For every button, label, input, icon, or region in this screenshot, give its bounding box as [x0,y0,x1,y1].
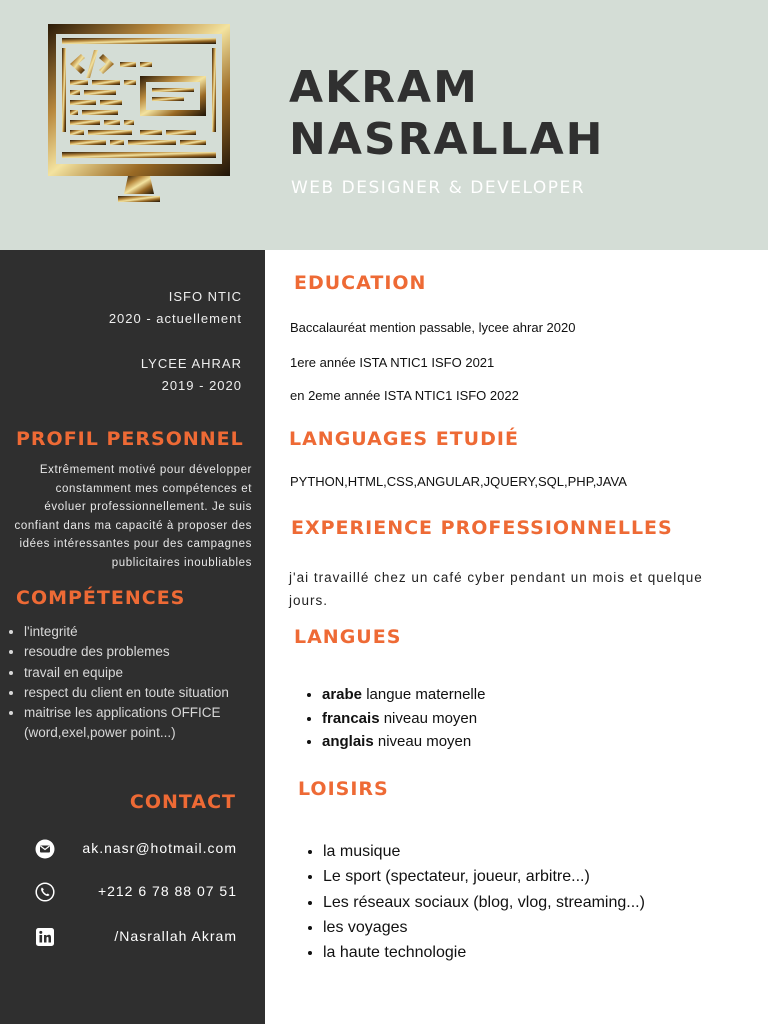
competences-heading: COMPÉTENCES [16,587,186,609]
linkedin-text: /Nasrallah Akram [114,928,237,944]
languages-studied-text: PYTHON,HTML,CSS,ANGULAR,JQUERY,SQL,PHP,JAVA [290,474,627,489]
sidebar-education-item [109,286,242,330]
list-item: • l'integrité [24,622,279,642]
name-first: AKRAM [289,62,479,113]
list-item: • la musique [323,839,645,864]
list-item: • les voyages [323,915,645,940]
education-item: 1ere année ISTA NTIC1 ISFO 2021 [290,355,495,370]
language-name: arabe [322,686,363,703]
school-years: 2020 - actuellement [108,311,242,326]
email-text: ak.nasr@hotmail.com [82,840,237,856]
email-icon [35,839,55,859]
education-item: en 2eme année ISTA NTIC1 ISFO 2022 [290,388,519,403]
education-heading: EDUCATION [294,272,427,294]
language-level: langue maternelle [362,686,486,703]
job-title: WEB DESIGNER & DEVELOPER [291,178,586,198]
school-name: ISFO NTIC [168,289,242,304]
phone-icon [35,882,55,902]
competences-list [4,622,279,744]
list-item: • respect du client en toute situation [24,683,279,703]
language-name: francais [322,709,380,727]
list-item: • la haute technologie [323,940,645,965]
experience-text: j'ai travaillé chez un café cyber pendant un mois et quelque jours. [289,570,703,608]
education-item: Baccalauréat mention passable, lycee ahrar 2020 [290,320,576,335]
list-item [322,707,485,731]
list-item: • maitrise les applications OFFICE (word,exel,power point...) [24,703,279,744]
loisirs-heading: LOISIRS [298,778,389,800]
list-item [322,730,485,754]
list-item: • travail en equipe [24,663,279,683]
sidebar [0,250,265,1024]
contact-heading: CONTACT [129,791,236,813]
experience-heading: EXPERIENCE PROFESSIONNELLES [291,517,673,539]
contact-phone[interactable] [0,880,265,906]
header [0,0,768,250]
name-last: NASRALLAH [289,114,605,165]
list-item: • resoudre des problemes [24,642,279,662]
languages-studied-heading: LANGUAGES ETUDIÉ [289,428,519,450]
profil-heading: PROFIL PERSONNEL [16,428,244,450]
linkedin-icon [35,927,55,947]
language-level: niveau moyen [373,733,472,750]
contact-linkedin[interactable] [0,925,265,951]
list-item [322,683,485,707]
school-name: LYCEE AHRAR [140,356,242,371]
computer-code-icon [48,24,230,208]
phone-text: +212 6 78 88 07 51 [97,883,237,899]
loisirs-list [301,839,645,965]
language-name: anglais [322,733,374,750]
list-item: • Le sport (spectateur, joueur, arbitre...) [323,864,645,889]
sidebar-education-item [141,353,242,397]
school-years: 2019 - 2020 [161,378,242,393]
langues-heading: LANGUES [294,626,402,648]
person-name [289,62,604,166]
list-item: • Les réseaux sociaux (blog, vlog, streaming...) [323,890,645,915]
language-level: niveau moyen [379,709,478,727]
langues-list [300,683,485,754]
contact-email[interactable] [0,837,265,863]
profil-text: Extrêmement motivé pour développer constamment mes compétences et évoluer professionnellement. Je suis confiant dans ma capacité à proposer des idées intéressantes pour des campagnes publicitaires inoubliables [14,464,252,569]
